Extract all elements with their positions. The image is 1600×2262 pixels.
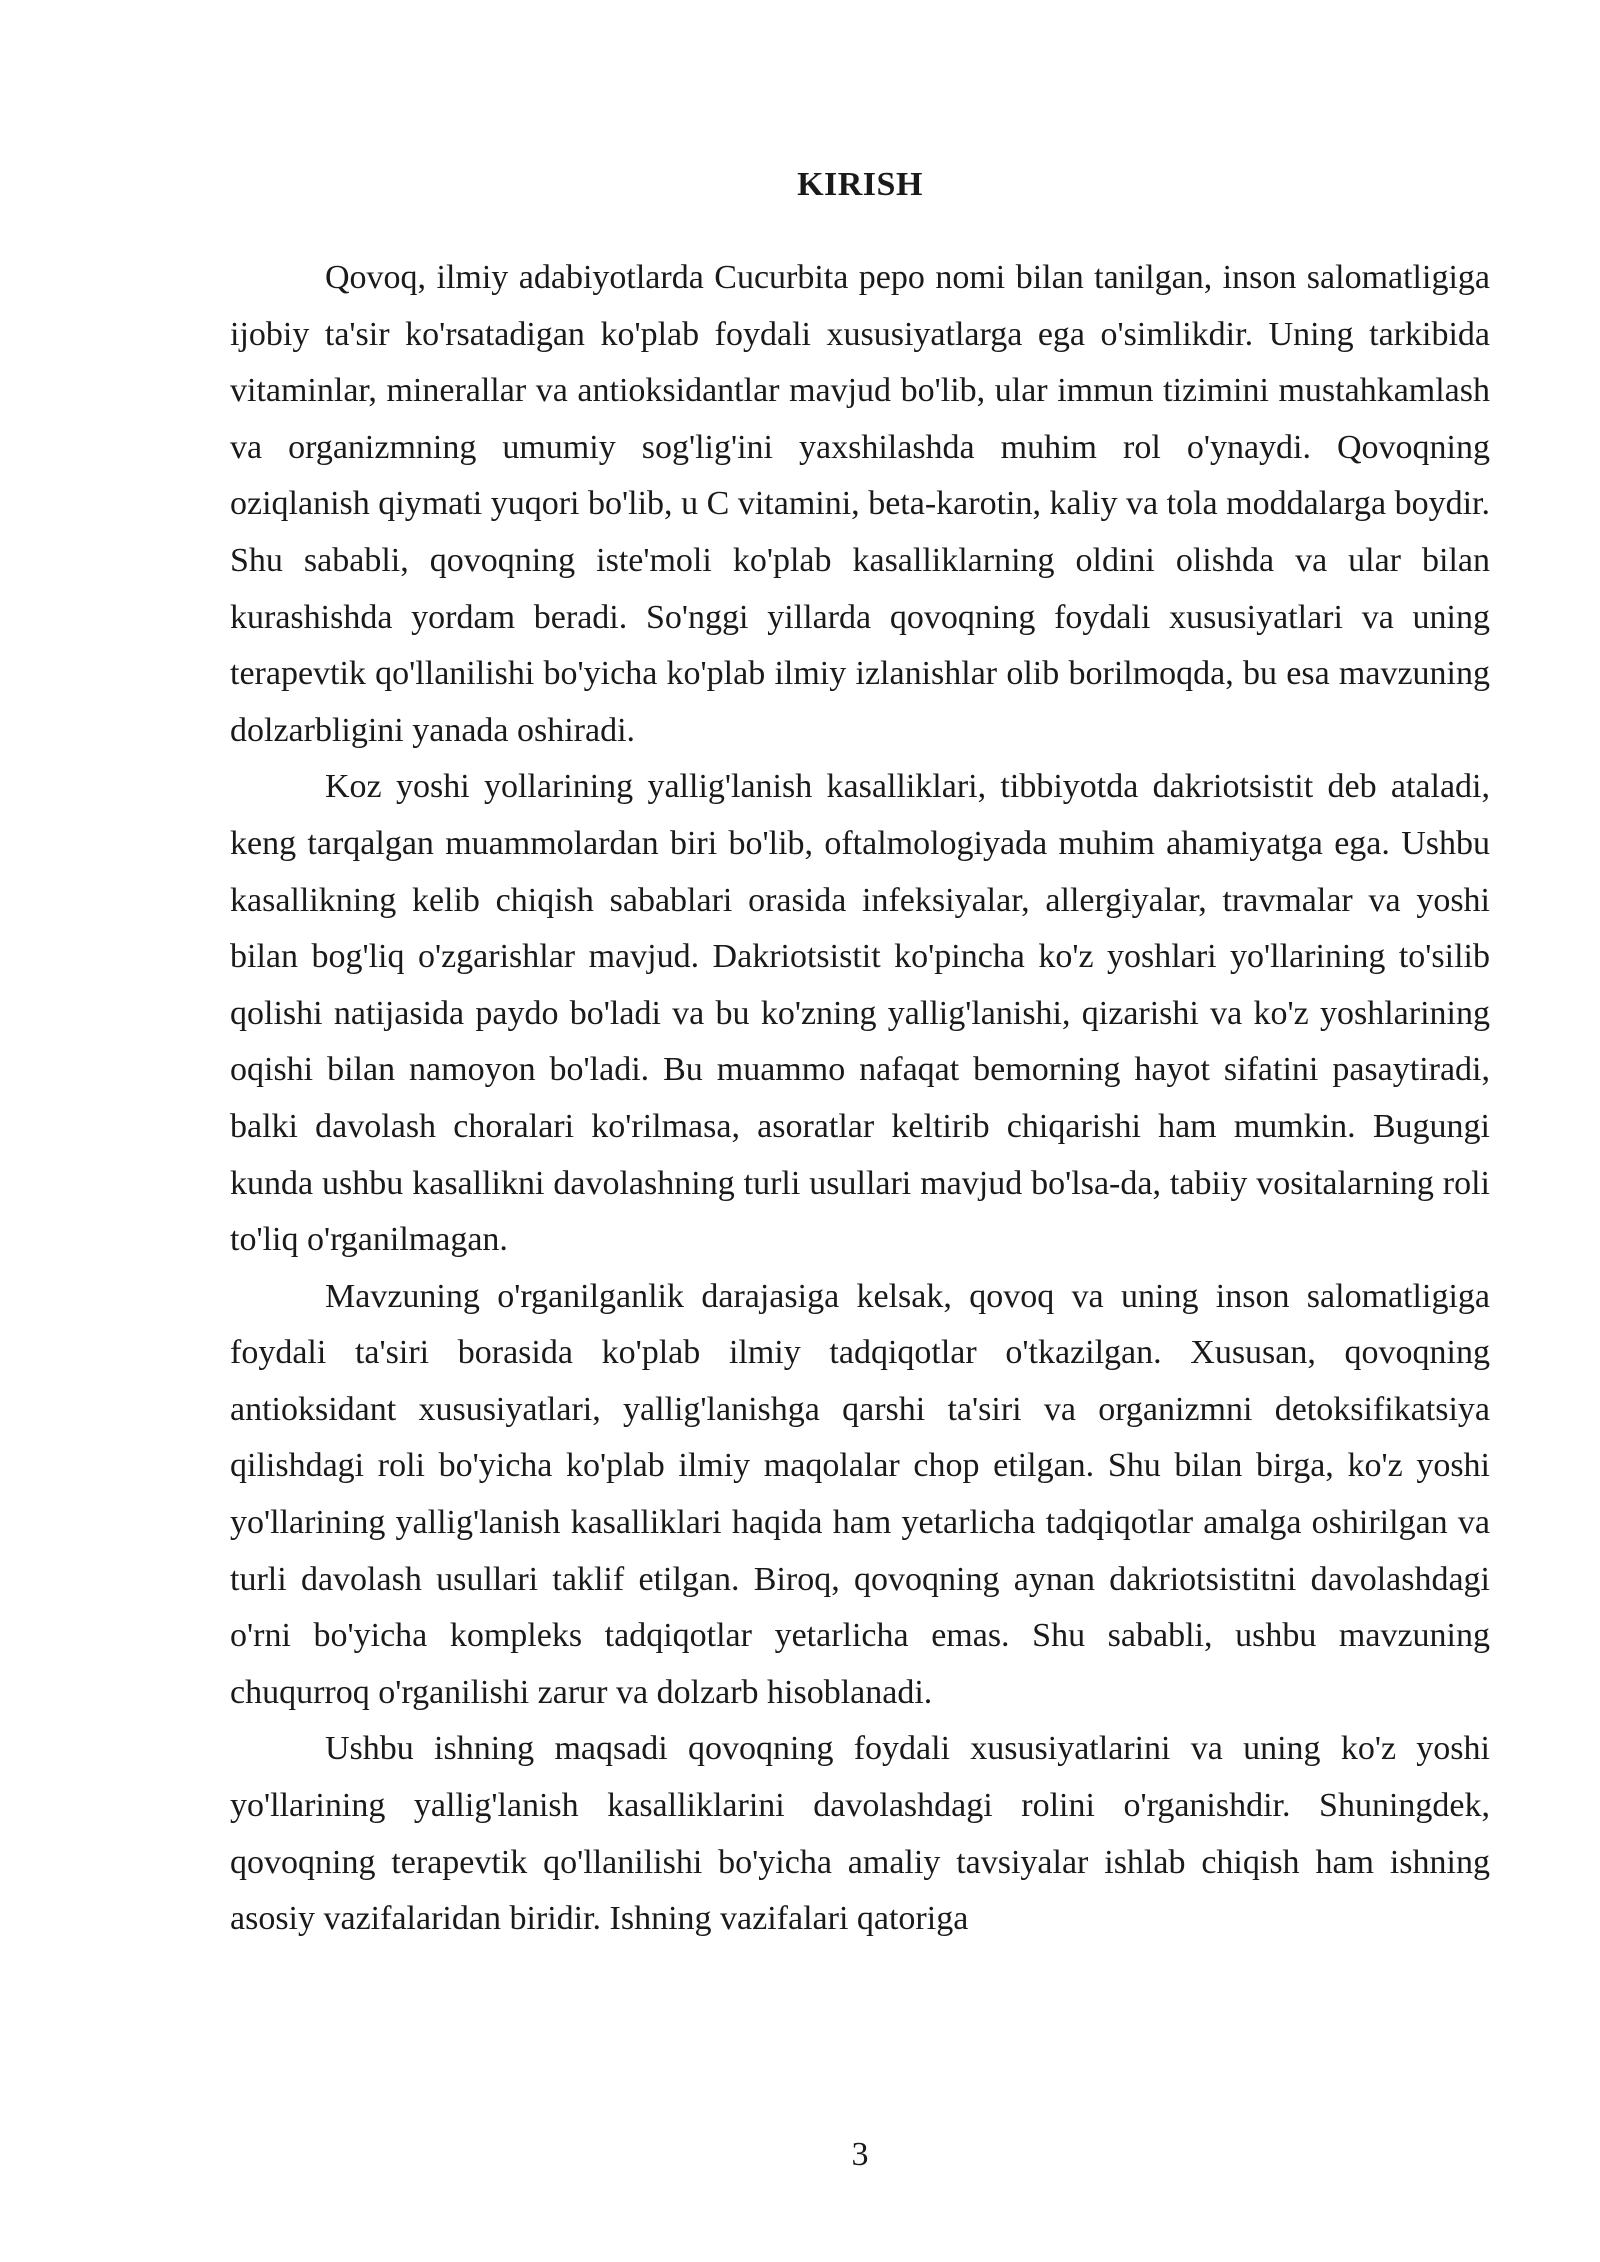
page-number: 3 — [851, 2136, 869, 2173]
paragraph-2: Koz yoshi yollarining yallig'lanish kasalliklari, tibbiyotda dakriotsistit deb ataladi, keng tarqalgan muammolardan biri bo'lib, oftalmologiyada muhim ahamiyatga ega. Ushbu kasallikning kelib chiqish sabablari orasida infeksiyalar, allergiyalar, travmalar va yoshi bilan bog'liq o'zgarishlar mavjud. Dakriotsistit ko'pincha ko'z yoshlari yo'llarining to'silib qolishi natijasida paydo bo'ladi va bu ko'zning yallig'lanishi, qizarishi va ko'z yoshlarining oqishi bilan namoyon bo'ladi. Bu muammo nafaqat bemorning hayot sifatini pasaytiradi, balki davolash choralari ko'rilmasa, asoratlar keltirib chiqarishi ham mumkin. Bugungi kunda ushbu kasallikni davolashning turli usullari mavjud bo'lsa-da, tabiiy vositalarning roli to'liq o'rganilmagan. — [230, 768, 1490, 1259]
paragraph-4: Ushbu ishning maqsadi qovoqning foydali xususiyatlarini va uning ko'z yoshi yo'llarining yallig'lanish kasalliklarini davolashdagi rolini o'rganishdir. Shuningdek, qovoqning terapevtik qo'llanilishi bo'yicha amaliy tavsiyalar ishlab chiqish ham ishning asosiy vazifalaridan biridir. Ishning vazifalari qatoriga — [230, 1730, 1490, 1938]
paragraph-3: Mavzuning o'rganilganlik darajasiga kelsak, qovoq va uning inson salomatligiga foydali ta'siri borasida ko'plab ilmiy tadqiqotlar o'tkazilgan. Xususan, qovoqning antioksidant xususiyatlari, yallig'lanishga qarshi ta'siri va organizmni detoksifikatsiya qilishdagi roli bo'yicha ko'plab ilmiy maqolalar chop etilgan. Shu bilan birga, ko'z yoshi yo'llarining yallig'lanish kasalliklari haqida ham yetarlicha tadqiqotlar amalga oshirilgan va turli davolash usullari taklif etilgan. Biroq, qovoqning aynan dakriotsistitni davolashdagi o'rni bo'yicha kompleks tadqiqotlar yetarlicha emas. Shu sababli, ushbu mavzuning chuqurroq o'rganilishi zarur va dolzarb hisoblanadi. — [230, 1277, 1490, 1711]
paragraph-1: Qovoq, ilmiy adabiyotlarda Cucurbita pepo nomi bilan tanilgan, inson salomatligiga ijobiy ta'sir ko'rsatadigan ko'plab foydali xususiyatlarga ega o'simlikdir. Uning tarkibida vitaminlar, minerallar va antioksidantlar mavjud bo'lib, ular immun tizimini mustahkamlash va organizmning umumiy sog'lig'ini yaxshilashda muhim rol o'ynaydi. Qovoqning oziqlanish qiymati yuqori bo'lib, u C vitamini, beta-karotin, kaliy va tola moddalarga boydir. Shu sababli, qovoqning iste'moli ko'plab kasalliklarning oldini olishda va ular bilan kurashishda yordam beradi. So'nggi yillarda qovoqning foydali xususiyatlari va uning terapevtik qo'llanilishi bo'yicha ko'plab ilmiy izlanishlar olib borilmoqda, bu esa mavzuning dolzarbligini yanada oshiradi. — [230, 259, 1490, 749]
section-heading: KIRISH — [797, 166, 923, 203]
body-text — [230, 250, 1490, 1948]
